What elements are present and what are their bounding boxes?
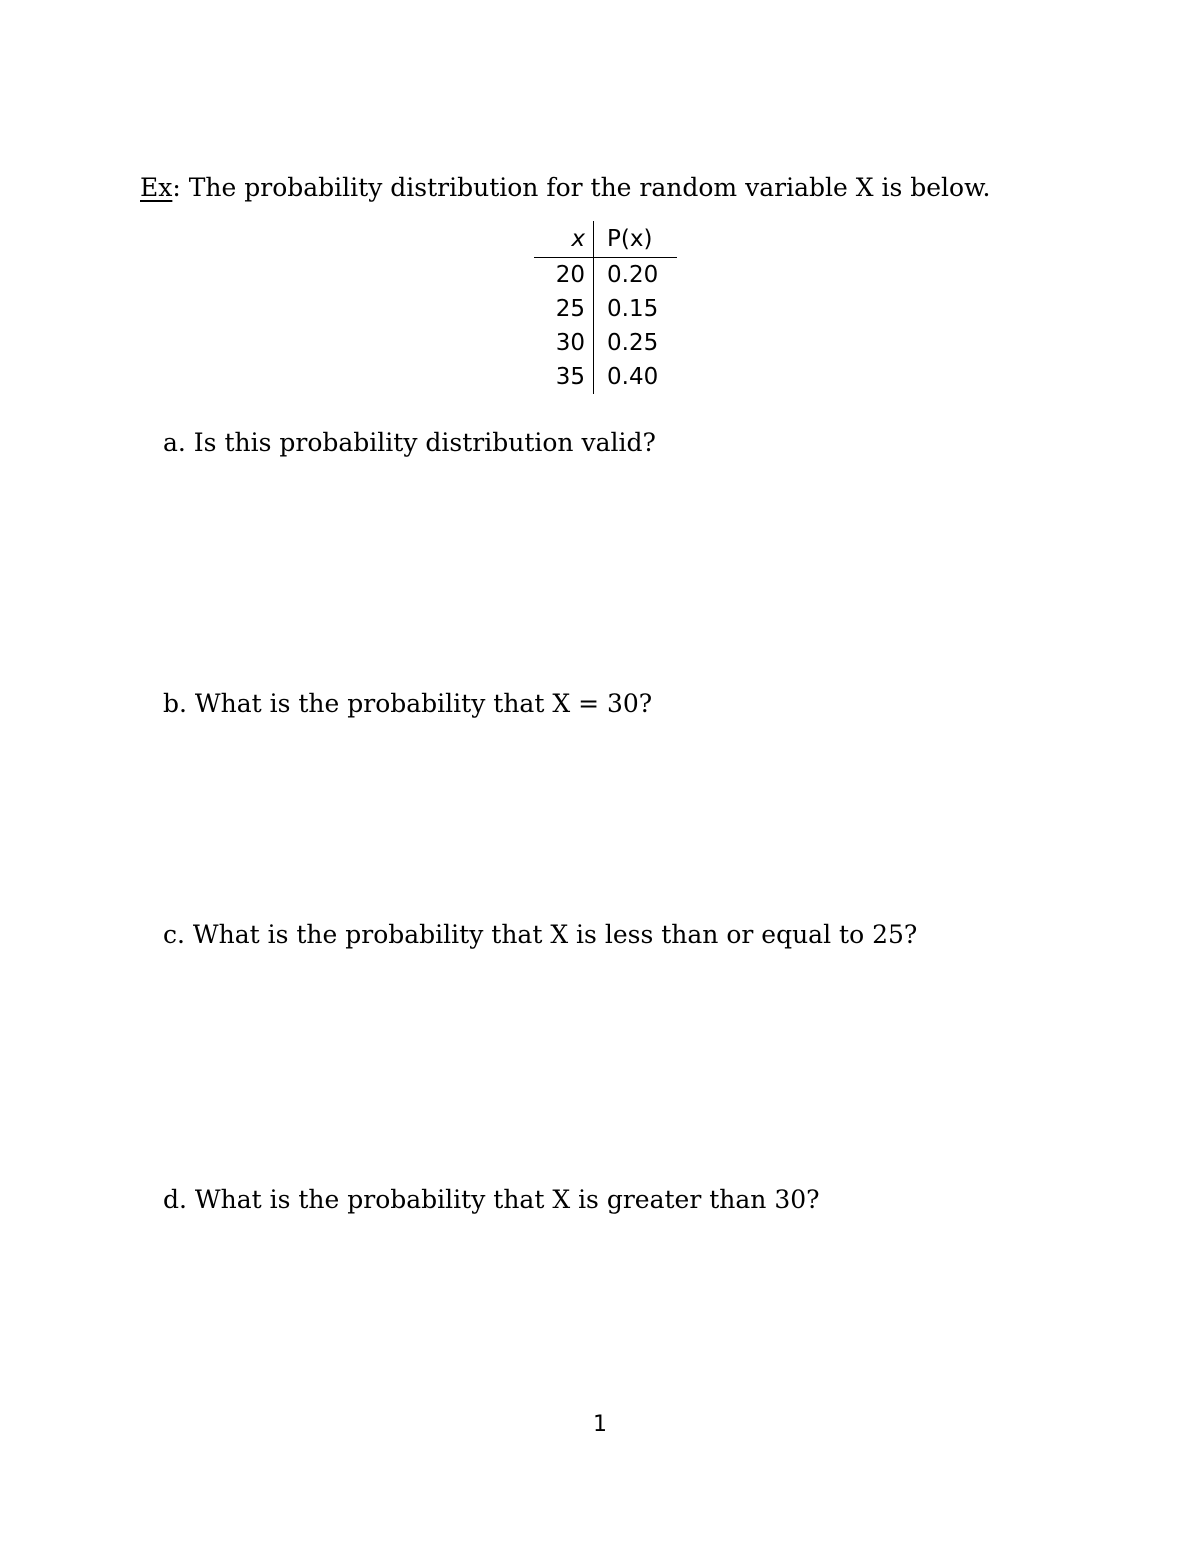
cell-x: 25 (534, 292, 594, 326)
cell-p: 0.20 (607, 262, 659, 288)
table-row (534, 258, 677, 293)
question-a: a. Is this probability distribution valid? (163, 428, 656, 457)
question-b: b. What is the probability that X = 30? (163, 689, 653, 718)
example-intro-text: : The probability distribution for the random variable X is below. (172, 173, 991, 202)
table-header-row (534, 221, 677, 258)
header-p: P(x) (594, 221, 678, 258)
cell-p: 0.25 (607, 330, 659, 356)
example-label: Ex (140, 173, 173, 202)
question-c: c. What is the probability that X is less than or equal to 25? (163, 920, 918, 949)
example-intro (140, 173, 990, 203)
cell-x: 35 (534, 360, 594, 394)
cell-p: 0.15 (607, 296, 659, 322)
cell-x: 30 (534, 326, 594, 360)
probability-distribution-table (534, 221, 677, 394)
question-d: d. What is the probability that X is greater than 30? (163, 1185, 820, 1214)
cell-p: 0.40 (607, 364, 659, 390)
table-row (534, 326, 677, 360)
table-row (534, 360, 677, 394)
table-row (534, 292, 677, 326)
cell-x: 20 (534, 258, 594, 293)
header-x: x (534, 221, 594, 258)
page-number: 1 (593, 1412, 607, 1437)
